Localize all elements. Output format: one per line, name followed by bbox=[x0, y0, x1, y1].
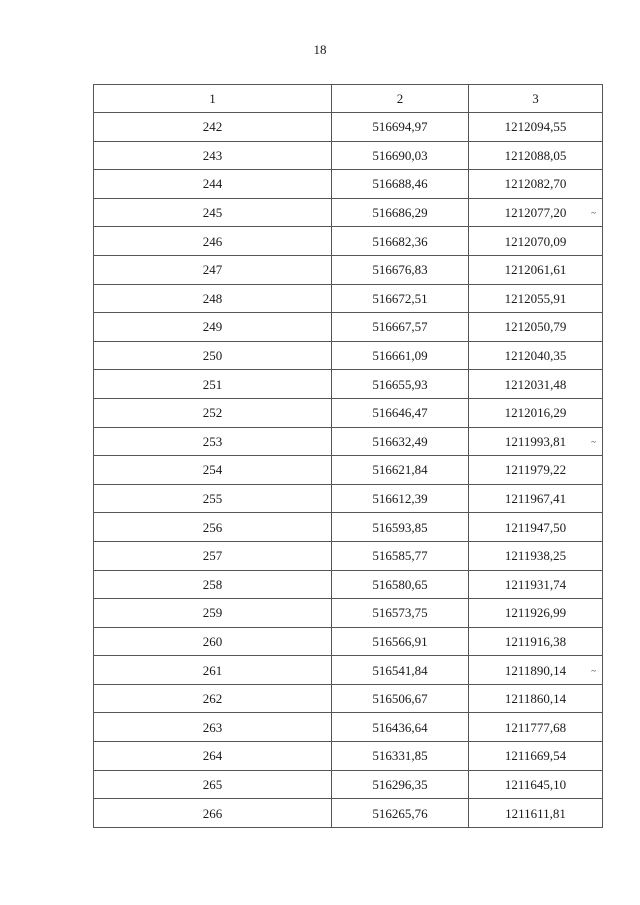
y-coordinate-cell bbox=[469, 427, 603, 456]
margin-tick-mark: ~ bbox=[591, 665, 596, 676]
y-coordinate-value: 1212082,70 bbox=[504, 176, 567, 192]
y-coordinate-wrapper bbox=[469, 292, 602, 305]
y-coordinate-wrapper bbox=[469, 749, 602, 762]
y-coordinate-wrapper bbox=[469, 463, 602, 476]
y-coordinate-cell bbox=[469, 198, 603, 227]
y-coordinate-wrapper bbox=[469, 349, 602, 362]
y-coordinate-value: 1212040,35 bbox=[504, 348, 567, 364]
point-number-cell: 253 bbox=[94, 427, 332, 456]
point-number-cell: 257 bbox=[94, 541, 332, 570]
point-number-cell: 260 bbox=[94, 627, 332, 656]
table-row bbox=[94, 570, 603, 599]
y-coordinate-wrapper bbox=[469, 320, 602, 333]
point-number-cell: 262 bbox=[94, 684, 332, 713]
x-coordinate-cell: 516506,67 bbox=[332, 684, 469, 713]
table-row bbox=[94, 599, 603, 628]
y-coordinate-wrapper bbox=[469, 549, 602, 562]
y-coordinate-value: 1211967,41 bbox=[504, 491, 567, 507]
y-coordinate-value: 1211947,50 bbox=[504, 519, 567, 535]
point-number-cell: 243 bbox=[94, 141, 332, 170]
table-row bbox=[94, 141, 603, 170]
x-coordinate-cell: 516573,75 bbox=[332, 599, 469, 628]
y-coordinate-wrapper bbox=[469, 635, 602, 648]
margin-tick-mark: ~ bbox=[591, 208, 596, 219]
table-row bbox=[94, 284, 603, 313]
y-coordinate-wrapper bbox=[469, 692, 602, 705]
y-coordinate-wrapper bbox=[469, 521, 602, 534]
x-coordinate-cell: 516632,49 bbox=[332, 427, 469, 456]
table-row bbox=[94, 170, 603, 199]
x-coordinate-cell: 516436,64 bbox=[332, 713, 469, 742]
table-row bbox=[94, 313, 603, 342]
y-coordinate-cell bbox=[469, 770, 603, 799]
y-coordinate-value: 1212050,79 bbox=[504, 319, 567, 335]
x-coordinate-cell: 516690,03 bbox=[332, 141, 469, 170]
x-coordinate-cell: 516612,39 bbox=[332, 484, 469, 513]
table-header bbox=[94, 85, 603, 113]
x-coordinate-cell: 516593,85 bbox=[332, 513, 469, 542]
x-coordinate-cell: 516682,36 bbox=[332, 227, 469, 256]
x-coordinate-cell: 516646,47 bbox=[332, 398, 469, 427]
table-row bbox=[94, 770, 603, 799]
point-number-cell: 244 bbox=[94, 170, 332, 199]
table-row bbox=[94, 513, 603, 542]
x-coordinate-cell: 516585,77 bbox=[332, 541, 469, 570]
y-coordinate-value: 1211645,10 bbox=[504, 776, 567, 792]
column-header-x: 2 bbox=[332, 85, 469, 113]
y-coordinate-wrapper bbox=[469, 149, 602, 162]
y-coordinate-cell bbox=[469, 742, 603, 771]
y-coordinate-value: 1211926,99 bbox=[504, 605, 567, 621]
y-coordinate-value: 1212031,48 bbox=[504, 376, 567, 392]
y-coordinate-value: 1211611,81 bbox=[505, 805, 566, 821]
y-coordinate-value: 1212077,20 bbox=[504, 205, 567, 221]
y-coordinate-wrapper bbox=[469, 120, 602, 133]
y-coordinate-value: 1212061,61 bbox=[504, 262, 567, 278]
y-coordinate-cell bbox=[469, 570, 603, 599]
y-coordinate-value: 1211916,38 bbox=[504, 633, 567, 649]
y-coordinate-value: 1212070,09 bbox=[504, 233, 567, 249]
table-row bbox=[94, 370, 603, 399]
x-coordinate-cell: 516676,83 bbox=[332, 255, 469, 284]
y-coordinate-cell bbox=[469, 341, 603, 370]
x-coordinate-cell: 516661,09 bbox=[332, 341, 469, 370]
x-coordinate-cell: 516694,97 bbox=[332, 113, 469, 142]
point-number-cell: 254 bbox=[94, 456, 332, 485]
y-coordinate-cell bbox=[469, 484, 603, 513]
y-coordinate-cell bbox=[469, 255, 603, 284]
y-coordinate-cell bbox=[469, 599, 603, 628]
page-number: 18 bbox=[313, 42, 327, 57]
point-number-cell: 264 bbox=[94, 742, 332, 771]
table-row bbox=[94, 799, 603, 828]
point-number-cell: 258 bbox=[94, 570, 332, 599]
x-coordinate-cell: 516296,35 bbox=[332, 770, 469, 799]
margin-tick-mark: ~ bbox=[591, 436, 596, 447]
table-row bbox=[94, 227, 603, 256]
table-row bbox=[94, 656, 603, 685]
y-coordinate-value: 1211669,54 bbox=[504, 748, 567, 764]
y-coordinate-wrapper bbox=[469, 235, 602, 248]
table-row bbox=[94, 198, 603, 227]
x-coordinate-cell: 516580,65 bbox=[332, 570, 469, 599]
table-row bbox=[94, 113, 603, 142]
y-coordinate-value: 1212055,91 bbox=[504, 290, 567, 306]
y-coordinate-cell bbox=[469, 513, 603, 542]
y-coordinate-cell bbox=[469, 313, 603, 342]
y-coordinate-cell bbox=[469, 141, 603, 170]
y-coordinate-value: 1211777,68 bbox=[504, 719, 567, 735]
point-number-cell: 242 bbox=[94, 113, 332, 142]
y-coordinate-cell bbox=[469, 627, 603, 656]
table-row bbox=[94, 456, 603, 485]
table-row bbox=[94, 742, 603, 771]
y-coordinate-cell bbox=[469, 227, 603, 256]
table-row bbox=[94, 341, 603, 370]
x-coordinate-cell: 516667,57 bbox=[332, 313, 469, 342]
y-coordinate-value: 1212088,05 bbox=[504, 147, 567, 163]
y-coordinate-wrapper bbox=[469, 778, 602, 791]
y-coordinate-cell bbox=[469, 799, 603, 828]
y-coordinate-cell bbox=[469, 656, 603, 685]
y-coordinate-value: 1211938,25 bbox=[504, 548, 567, 564]
y-coordinate-cell bbox=[469, 113, 603, 142]
x-coordinate-cell: 516688,46 bbox=[332, 170, 469, 199]
table-row bbox=[94, 427, 603, 456]
y-coordinate-cell bbox=[469, 541, 603, 570]
y-coordinate-wrapper bbox=[469, 721, 602, 734]
table-row bbox=[94, 541, 603, 570]
point-number-cell: 265 bbox=[94, 770, 332, 799]
point-number-cell: 248 bbox=[94, 284, 332, 313]
point-number-cell: 259 bbox=[94, 599, 332, 628]
table-row bbox=[94, 484, 603, 513]
y-coordinate-cell bbox=[469, 170, 603, 199]
y-coordinate-wrapper bbox=[469, 807, 602, 820]
y-coordinate-cell bbox=[469, 398, 603, 427]
point-number-cell: 255 bbox=[94, 484, 332, 513]
y-coordinate-wrapper bbox=[469, 664, 602, 677]
x-coordinate-cell: 516541,84 bbox=[332, 656, 469, 685]
table-row bbox=[94, 684, 603, 713]
y-coordinate-value: 1211993,81 bbox=[504, 433, 567, 449]
column-header-point-number: 1 bbox=[94, 85, 332, 113]
y-coordinate-value: 1211860,14 bbox=[504, 691, 567, 707]
table-row bbox=[94, 713, 603, 742]
coordinates-table bbox=[93, 84, 603, 828]
y-coordinate-wrapper bbox=[469, 406, 602, 419]
point-number-cell: 251 bbox=[94, 370, 332, 399]
column-header-y: 3 bbox=[469, 85, 603, 113]
y-coordinate-cell bbox=[469, 284, 603, 313]
point-number-cell: 249 bbox=[94, 313, 332, 342]
y-coordinate-cell bbox=[469, 370, 603, 399]
y-coordinate-wrapper bbox=[469, 492, 602, 505]
y-coordinate-wrapper bbox=[469, 177, 602, 190]
point-number-cell: 266 bbox=[94, 799, 332, 828]
y-coordinate-cell bbox=[469, 684, 603, 713]
y-coordinate-cell bbox=[469, 713, 603, 742]
point-number-cell: 247 bbox=[94, 255, 332, 284]
y-coordinate-value: 1212094,55 bbox=[504, 119, 567, 135]
x-coordinate-cell: 516686,29 bbox=[332, 198, 469, 227]
x-coordinate-cell: 516655,93 bbox=[332, 370, 469, 399]
y-coordinate-wrapper bbox=[469, 263, 602, 276]
y-coordinate-wrapper bbox=[469, 378, 602, 391]
y-coordinate-value: 1211979,22 bbox=[504, 462, 567, 478]
y-coordinate-wrapper bbox=[469, 606, 602, 619]
table-row bbox=[94, 255, 603, 284]
point-number-cell: 252 bbox=[94, 398, 332, 427]
y-coordinate-value: 1212016,29 bbox=[504, 405, 567, 421]
y-coordinate-wrapper bbox=[469, 206, 602, 219]
x-coordinate-cell: 516672,51 bbox=[332, 284, 469, 313]
y-coordinate-cell bbox=[469, 456, 603, 485]
point-number-cell: 261 bbox=[94, 656, 332, 685]
table-row bbox=[94, 627, 603, 656]
header-row bbox=[94, 85, 603, 113]
y-coordinate-value: 1211890,14 bbox=[504, 662, 567, 678]
y-coordinate-wrapper bbox=[469, 578, 602, 591]
table-body bbox=[94, 113, 603, 828]
point-number-cell: 246 bbox=[94, 227, 332, 256]
point-number-cell: 256 bbox=[94, 513, 332, 542]
table-row bbox=[94, 398, 603, 427]
point-number-cell: 250 bbox=[94, 341, 332, 370]
y-coordinate-wrapper bbox=[469, 435, 602, 448]
x-coordinate-cell: 516621,84 bbox=[332, 456, 469, 485]
y-coordinate-value: 1211931,74 bbox=[504, 576, 567, 592]
point-number-cell: 263 bbox=[94, 713, 332, 742]
x-coordinate-cell: 516265,76 bbox=[332, 799, 469, 828]
point-number-cell: 245 bbox=[94, 198, 332, 227]
x-coordinate-cell: 516331,85 bbox=[332, 742, 469, 771]
x-coordinate-cell: 516566,91 bbox=[332, 627, 469, 656]
